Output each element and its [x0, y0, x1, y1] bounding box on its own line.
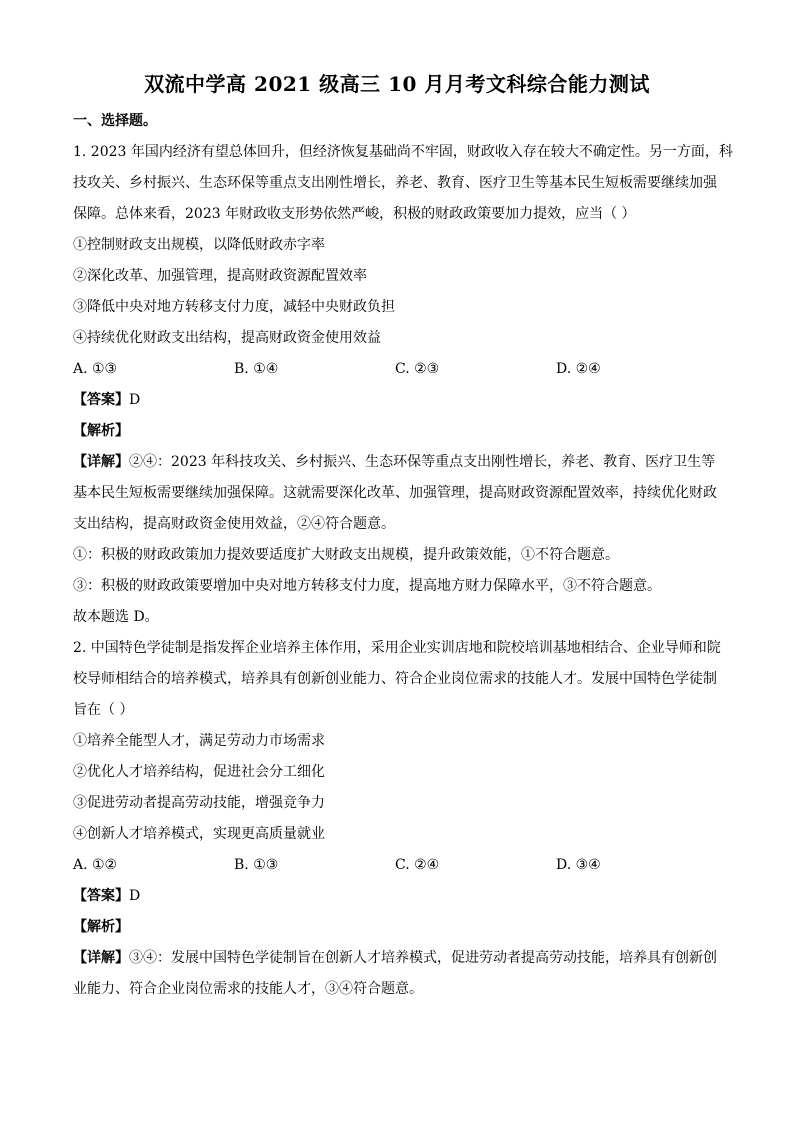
answer-options	[73, 850, 723, 881]
statement-item: ③促进劳动者提高劳动技能，增强竞争力	[73, 795, 325, 811]
option-a: A. ①②	[73, 857, 118, 873]
option-b: B. ①④	[234, 361, 279, 377]
analysis-label: 【解析】	[73, 423, 129, 439]
answer-options	[73, 354, 723, 385]
statement-item: ①培养全能型人才，满足劳动力市场需求	[73, 733, 325, 749]
option-c: C. ②③	[395, 361, 440, 377]
answer-line	[73, 385, 723, 416]
detail-line	[73, 943, 723, 974]
section-heading: 一、选择题。	[73, 113, 157, 129]
statement-item: ②深化改革、加强管理，提高财政资源配置效率	[73, 268, 367, 284]
question-stem-line: 技攻关、乡村振兴、生态环保等重点支出刚性增长，养老、教育、医疗卫生等基本民生短板需要继续加强	[73, 175, 717, 191]
statement-item: ③降低中央对地方转移支付力度，减轻中央财政负担	[73, 299, 395, 315]
option-c: C. ②④	[395, 857, 440, 873]
question-stem-line: 旨在（ ）	[73, 702, 134, 718]
option-a: A. ①③	[73, 361, 118, 377]
detail-text: ②④：2023 年科技攻关、乡村振兴、生态环保等重点支出刚性增长，养老、教育、医疗卫生等	[129, 454, 716, 470]
question-2	[73, 633, 723, 1005]
option-b: B. ①③	[234, 857, 279, 873]
question-stem-line: 保障。总体来看，2023 年财政收支形势依然严峻，积极的财政政策要加力提效，应当（ ）	[73, 206, 636, 222]
answer-label: 【答案】	[73, 392, 129, 408]
analysis-label: 【解析】	[73, 919, 129, 935]
answer-label: 【答案】	[73, 888, 129, 904]
page-title: 双流中学高 2021 级高三 10 月月考文科综合能力测试	[144, 72, 650, 96]
statement-item: ④持续优化财政支出结构，提高财政资金使用效益	[73, 330, 381, 346]
option-d: D. ③④	[556, 857, 601, 873]
statement-item: ①控制财政支出规模，以降低财政赤字率	[73, 237, 325, 253]
answer-value: D	[129, 888, 141, 904]
detail-line	[73, 447, 723, 478]
option-d: D. ②④	[556, 361, 601, 377]
answer-line	[73, 881, 723, 912]
exam-content	[73, 106, 733, 1005]
statement-item: ④创新人才培养模式，实现更高质量就业	[73, 826, 325, 842]
statement-item: ②优化人才培养结构，促进社会分工细化	[73, 764, 325, 780]
explanation-line: ①：积极的财政政策加力提效要适度扩大财政支出规模，提升政策效能，①不符合题意。	[73, 547, 619, 563]
detail-line: 支出结构，提高财政资金使用效益，②④符合题意。	[73, 516, 395, 532]
detail-text: ③④：发展中国特色学徒制旨在创新人才培养模式，促进劳动者提高劳动技能，培养具有创新创	[129, 950, 717, 966]
detail-label: 【详解】	[73, 950, 129, 966]
question-stem-line: 1. 2023 年国内经济有望总体回升，但经济恢复基础尚不牢固，财政收入存在较大不确定性。另一方面，科	[73, 144, 733, 160]
detail-label: 【详解】	[73, 454, 129, 470]
question-stem-line: 2. 中国特色学徒制是指发挥企业培养主体作用，采用企业实训店地和院校培训基地相结合、企业导师和院	[73, 640, 721, 656]
detail-line: 业能力、符合企业岗位需求的技能人才，③④符合题意。	[73, 981, 423, 997]
answer-value: D	[129, 392, 141, 408]
conclusion-line: 故本题选 D。	[73, 609, 159, 625]
detail-line: 基本民生短板需要继续加强保障。这就需要深化改革、加强管理，提高财政资源配置效率，持续优化财政	[73, 485, 717, 501]
question-1	[73, 137, 733, 633]
question-stem-line: 校导师相结合的培养模式，培养具有创新创业能力、符合企业岗位需求的技能人才。发展中国特色学徒制	[73, 671, 717, 687]
explanation-line: ③：积极的财政政策要增加中央对地方转移支付力度，提高地方财力保障水平，③不符合题意。	[73, 578, 661, 594]
